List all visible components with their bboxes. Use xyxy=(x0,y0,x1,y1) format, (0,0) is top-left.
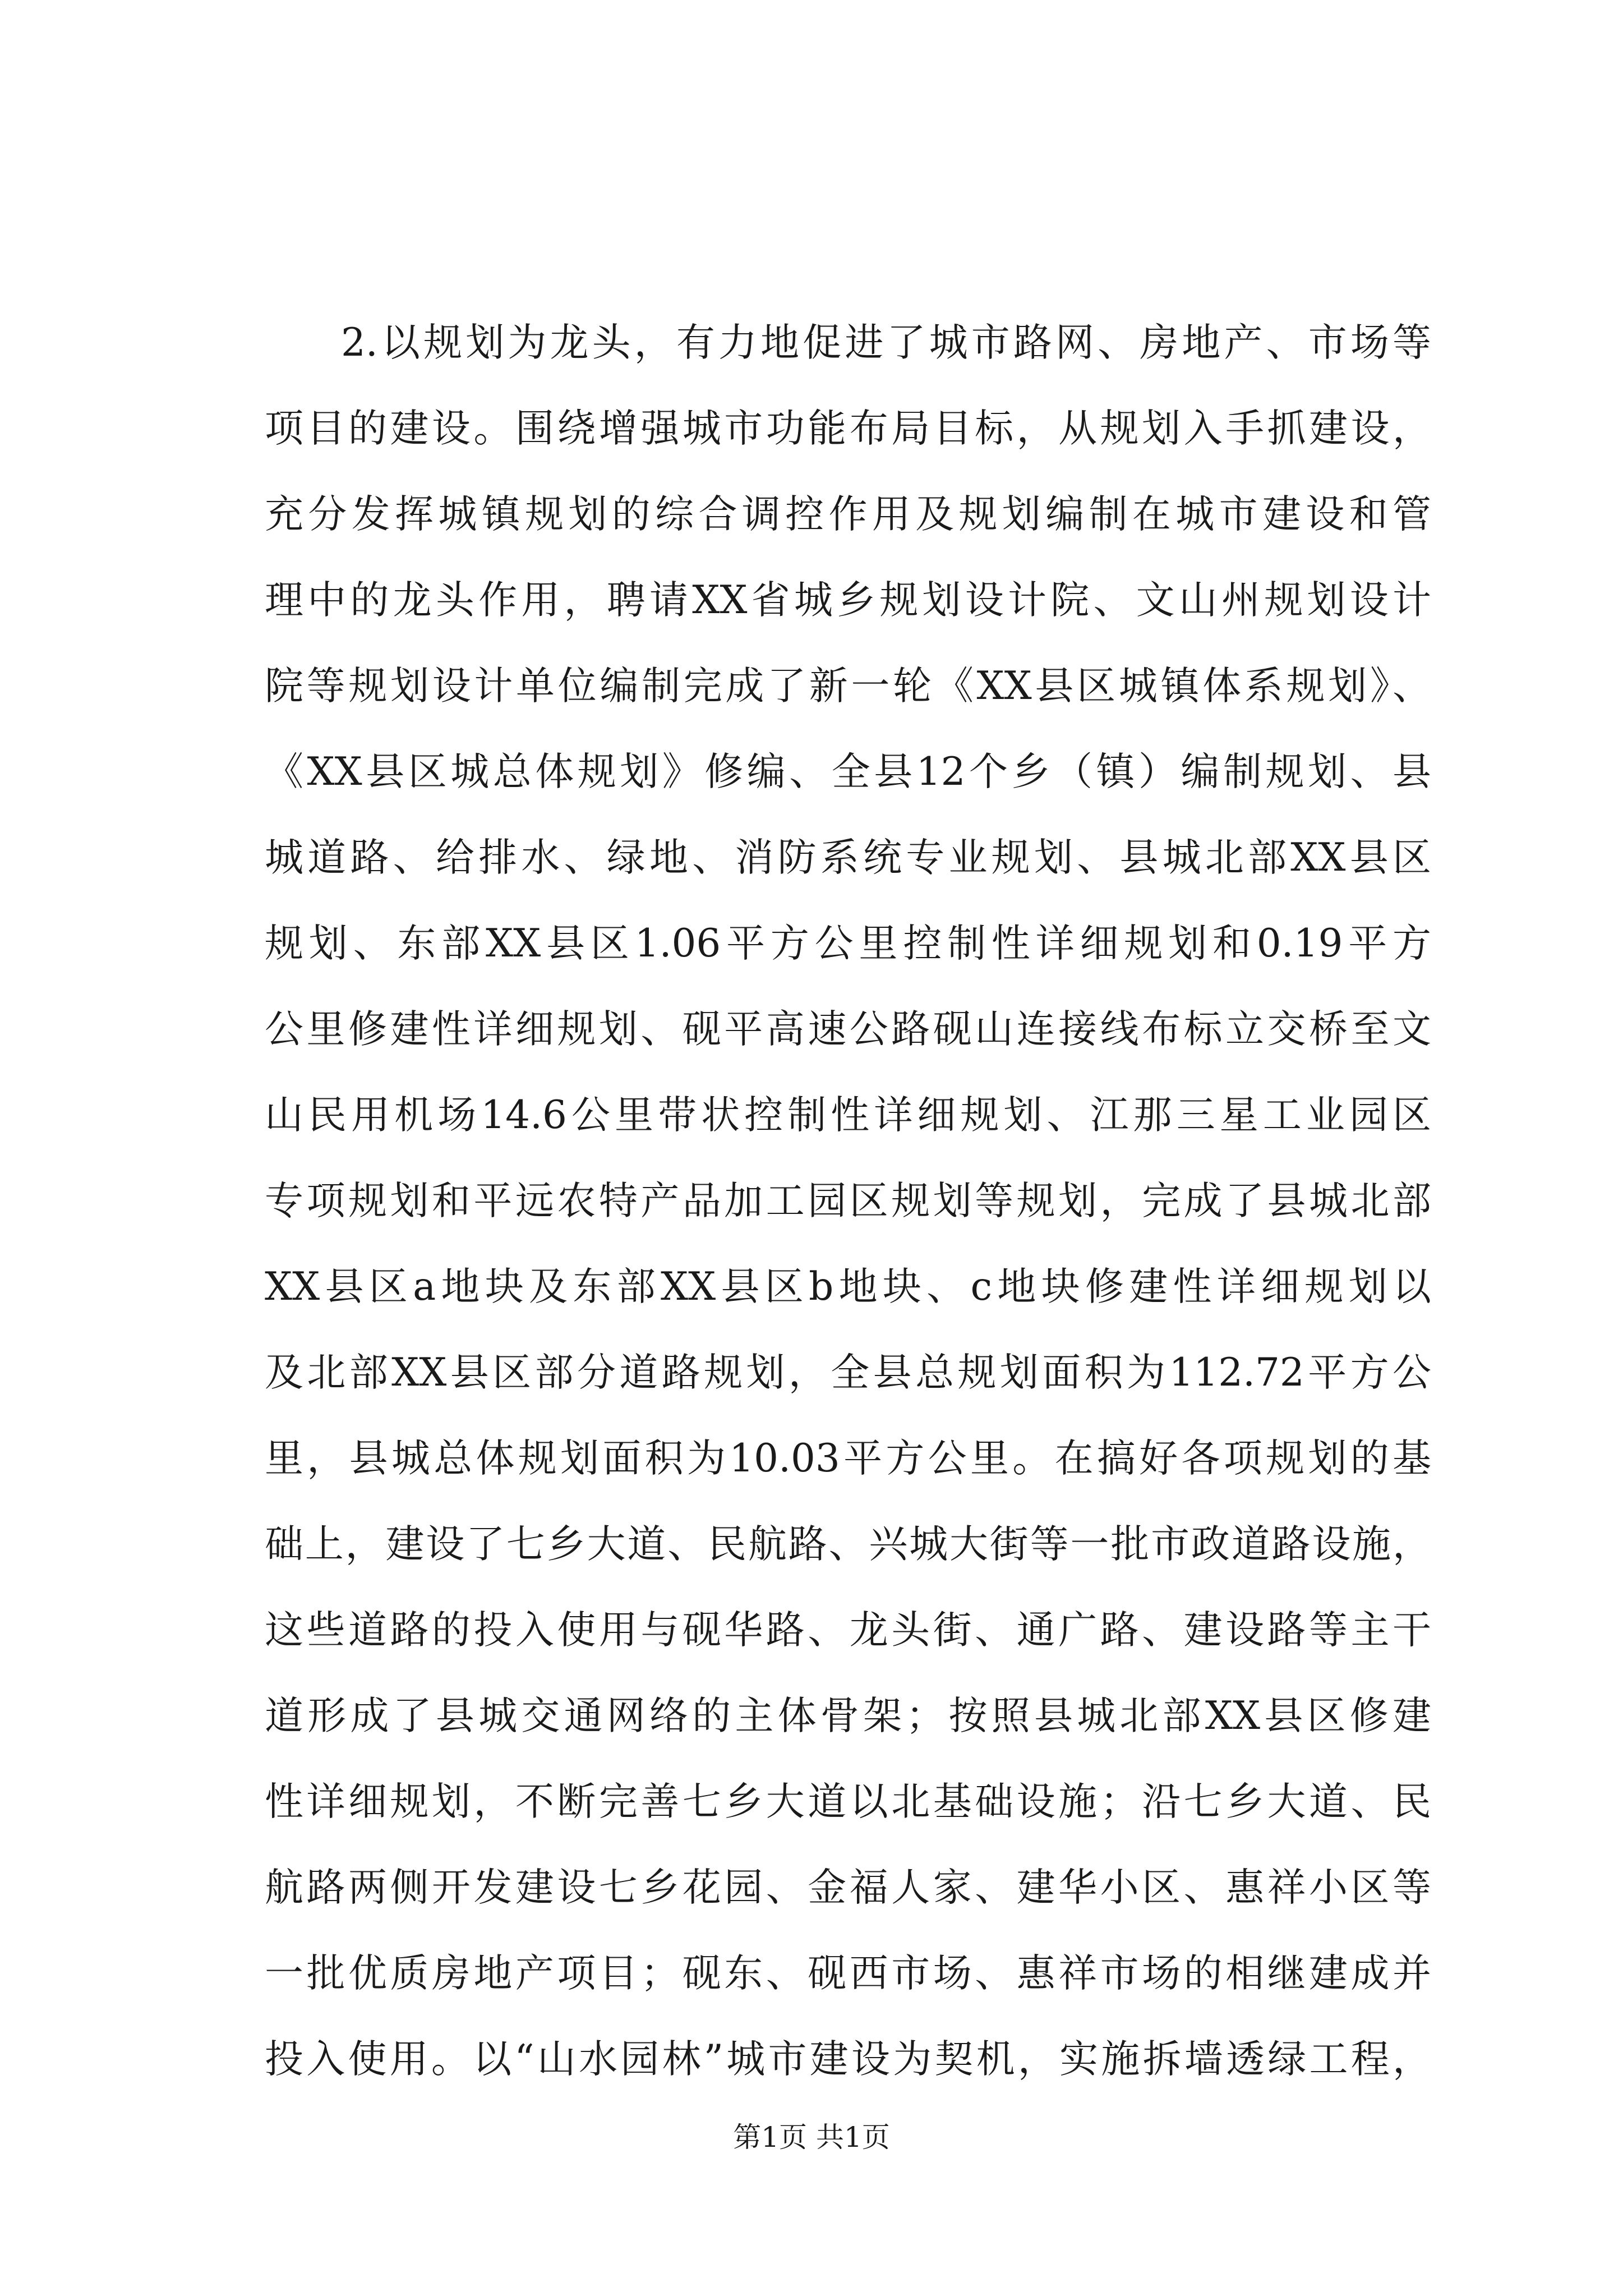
page-footer xyxy=(0,2115,1623,2155)
body-paragraph xyxy=(265,300,1431,2102)
text-line: 航路两侧开发建设七乡花园、金福人家、建华小区、惠祥小区等 xyxy=(265,1865,1431,1910)
text-line: XX县区a地块及东部XX县区b地块、c地块修建性详细规划以 xyxy=(265,1264,1431,1309)
text-line: 《XX县区城总体规划》修编、全县12个乡（镇）编制规划、县 xyxy=(265,749,1431,794)
text-line: 一批优质房地产项目；砚东、砚西市场、惠祥市场的相继建成并 xyxy=(265,1951,1431,1996)
text-line: 院等规划设计单位编制完成了新一轮《XX县区城镇体系规划》、 xyxy=(265,664,1431,708)
text-line: 公里修建性详细规划、砚平高速公路砚山连接线布标立交桥至文 xyxy=(265,1007,1431,1052)
page-number-label: 第1页 共1页 xyxy=(733,2121,890,2154)
text-line: 城道路、给排水、绿地、消防系统专业规划、县城北部XX县区 xyxy=(265,835,1431,880)
text-line: 2.以规划为龙头，有力地促进了城市路网、房地产、市场等 xyxy=(341,320,1431,365)
text-line: 础上，建设了七乡大道、民航路、兴城大街等一批市政道路设施， xyxy=(265,1522,1431,1567)
text-line: 理中的龙头作用，聘请XX省城乡规划设计院、文山州规划设计 xyxy=(265,578,1431,623)
text-line: 道形成了县城交通网络的主体骨架；按照县城北部XX县区修建 xyxy=(265,1694,1431,1738)
text-line: 投入使用。以“山水园林”城市建设为契机，实施拆墙透绿工程， xyxy=(265,2037,1431,2082)
text-line: 山民用机场14.6公里带状控制性详细规划、江那三星工业园区 xyxy=(265,1093,1431,1138)
text-line: 充分发挥城镇规划的综合调控作用及规划编制在城市建设和管 xyxy=(265,492,1431,537)
text-line: 这些道路的投入使用与砚华路、龙头街、通广路、建设路等主干 xyxy=(265,1608,1431,1653)
text-line: 项目的建设。围绕增强城市功能布局目标，从规划入手抓建设， xyxy=(265,406,1431,451)
text-line: 及北部XX县区部分道路规划，全县总规划面积为112.72平方公 xyxy=(265,1350,1431,1395)
text-line: 专项规划和平远农特产品加工园区规划等规划，完成了县城北部 xyxy=(265,1179,1431,1223)
text-line: 规划、东部XX县区1.06平方公里控制性详细规划和0.19平方 xyxy=(265,921,1431,966)
text-line: 性详细规划，不断完善七乡大道以北基础设施；沿七乡大道、民 xyxy=(265,1779,1431,1824)
text-line: 里，县城总体规划面积为10.03平方公里。在搞好各项规划的基 xyxy=(265,1436,1431,1481)
